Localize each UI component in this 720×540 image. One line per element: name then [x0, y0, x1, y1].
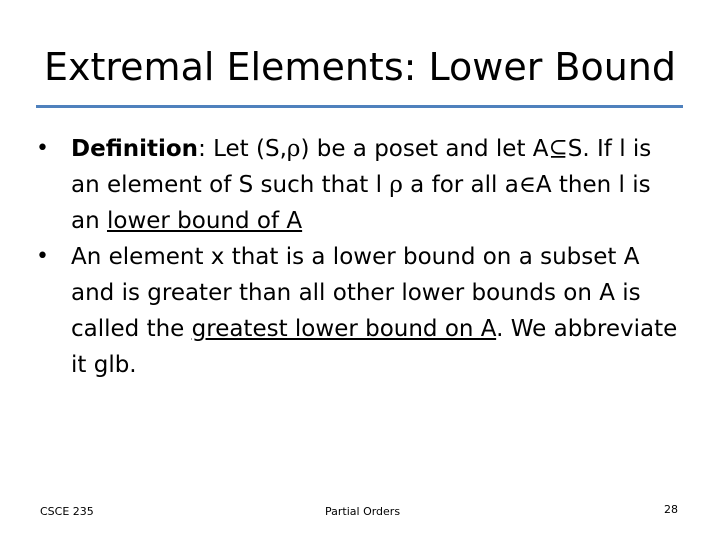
bullet-glb [36, 239, 686, 383]
glb-term: greatest lower bound on A [191, 316, 497, 342]
text-segment: S. If l is an element of S such that l [71, 136, 652, 198]
subset-symbol: ⊆ [548, 136, 568, 162]
footer-topic: Partial Orders [325, 505, 401, 518]
text-segment: An element x that is a lower bound on a subset A and is greater than all other lower bounds on A is called the [71, 244, 641, 342]
text-segment: A then l is an [71, 172, 651, 234]
rho-symbol: ρ [286, 136, 301, 162]
bullet-definition [36, 131, 686, 239]
definition-label: Definition [71, 136, 199, 162]
slide-body [36, 131, 686, 383]
text-segment: : Let (S, [198, 136, 287, 162]
bullet-icon: • [36, 136, 49, 161]
text-segment: . We abbreviate it glb. [71, 316, 678, 378]
text-segment: ) be a poset and let A [300, 136, 549, 162]
text-segment: a for all a [402, 172, 519, 198]
bullet-icon: • [36, 244, 49, 269]
element-of-symbol: ∈ [518, 172, 536, 198]
rho-symbol: ρ [389, 172, 403, 198]
lower-bound-term: lower bound of A [106, 208, 303, 234]
footer-page-number: 28 [664, 503, 678, 516]
title-divider [36, 105, 683, 108]
slide-title: Extremal Elements: Lower Bound [43, 45, 677, 89]
footer-course: CSCE 235 [40, 505, 94, 518]
